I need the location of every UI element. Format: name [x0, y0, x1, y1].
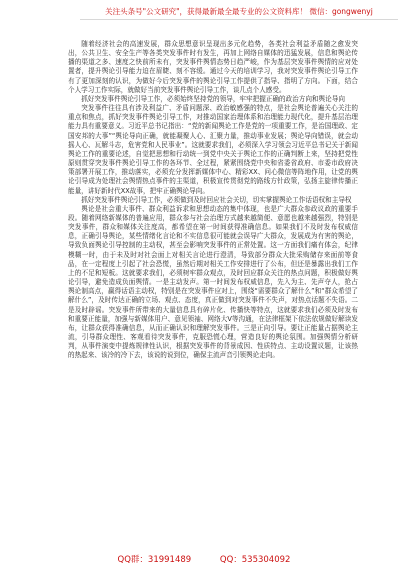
paragraph-section-2: 舆论是社会重大事件、群众利益诉求和思想动态的集中体现，也是广大群众参政议政的重要手段。随着网络新媒体的普遍应用，群众参与社会治理方式越来越简便、意愿也越来越强烈，特别是突发事件，群众和媒体关注度高，都希望在第一时间获得准确信息。如果我们不及时发布权威信息，正确引导舆论，某些情绪化言论和不实信息很可能就会误导广大群众，发展成为有害的舆论，导致负面舆论引导控制的主动权，甚至会影响突发事件的正常处置。这一方面我们痛有体会，纪律模糊一时，由于未及时对社会面上对相关言论进行澄清，导致部分群众大批采购储存来面前等食品，在一定程度上引起了社会恐慌，虽然后期对相关工作安排进行了公布，但还是暴露出我们工作上的不足和短板。这就要求我们，必须树牢群众观点，及时回应群众关注的热点问题，积极做好舆论引导，避免造成负面舆情。一是主动发声。第一时间发布权威信息，先入为主、先声夺人，抢占舆论制高点，赢得话语主动权，特别是在突发事件应对上，围绕“需要群众了解什么”和“群众希望了解什么”，及时传达正确的立场、观点、态度，真正做到对突发事件不失声，对热点话题不失语。二是及时辟谣。突发事件所带来的大量信息具有碎片化、传播快等特点，这就要求我们必须及时发布和重要正能量，加强与新媒体用户、意见领袖、网络大V等沟通，在法律框架下依法依规做好解读发布，让群众获得准确信息，从而正确认识和理解突发事件。三是正向引导。要让正能量占据舆论主流，引导群众理性、客观看待突发事件，克服恐慌心理，营造良好的舆论氛围。加强舆情分析研判，从事件演变中提炼规律性认识，根据突发事件的背景成因、性质特点、主动设置议题，让该热的热起来、该冷的冷下去，该说的说到位，确保主流声音引领舆论走向。: [68, 204, 358, 360]
page-footer-contact: [0, 552, 408, 568]
paragraph-intro: 随着经济社会的高速发展，群众思想意识呈现出多元化趋势，各类社会利益矛盾随之愈发突出，公共卫生、安全生产等各类突发事件时有发生，再加上网络自媒体的迅猛发展，信息和舆论传播的渠道之多、速度之快前所未有，突发事件舆情态势日趋严峻，作为基层突发事件舆情的应对处置者，提升舆论引导能力迫在眉睫、刻不容缓。通过今天的培训学习，我对突发事件舆论引导工作有了更加深刻的认识，为做好今后突发事件的舆论引导工作提供了指导、指明了方向。下面，结合个人学习工作实际，就做好当前突发事件舆论引导工作，谈几点个人感受。: [68, 40, 358, 94]
paragraph-section-1: 突发事件往往具有涉及利益广、矛盾问题深、政治敏感强的特点，是社会舆论普遍关心关注的重点和焦点，抓好突发事件舆论引导工作，对推动国家治理体系和治理能力现代化，提升基层治理能力具有重要意义。习近平总书记指出：“党的新闻舆论工作是党的一项重要工作，是治国理政、定国安邦的大事”“舆论导向正确，就能凝聚人心、汇聚力量，推动事业发展；舆论导向错误，就会动摇人心、瓦解斗志，危害党和人民事业”。这就要求我们，必须深入学习领会习近平总书记关于新闻舆论工作的重要论述，自觉把思想和行动统一到党中央关于舆论工作的正确判断上来，坚持把党性原则贯穿突发事件舆论引导工作的各环节、全过程，紧紧围绕党中央和省委省政府、市委市政府决策部署开展工作，推动落实，必须充分发挥新媒体中心、精彩XX、问心微信等阵地作用，让党的舆论引导成为处理社会舆情热点事件的主渠道，积极宣传贯彻党的路线方针政策，弘扬主旋律传播正能量，讲好新时代XX故事，把牢正确舆论导向。: [68, 104, 358, 195]
footer-qq-group: QQ群：31991489: [117, 555, 192, 565]
document-body: [68, 40, 358, 545]
page-header-banner: 关注头条号"公文研究"，获得最新最全最专业的公文资料库！ 微信：gongwenyj: [80, 5, 398, 20]
section-heading-1: 抓好突发事件舆论引导工作，必须始终坚持党的领导，牢牢把握正确的政治方向和舆论导向: [81, 94, 345, 103]
footer-qq: QQ：535304092: [219, 555, 291, 565]
section-heading-2: 抓好突发事件舆论引导工作，必须做到及时回应社会关切，切实掌握舆论工作话语权和主导权: [81, 195, 352, 204]
